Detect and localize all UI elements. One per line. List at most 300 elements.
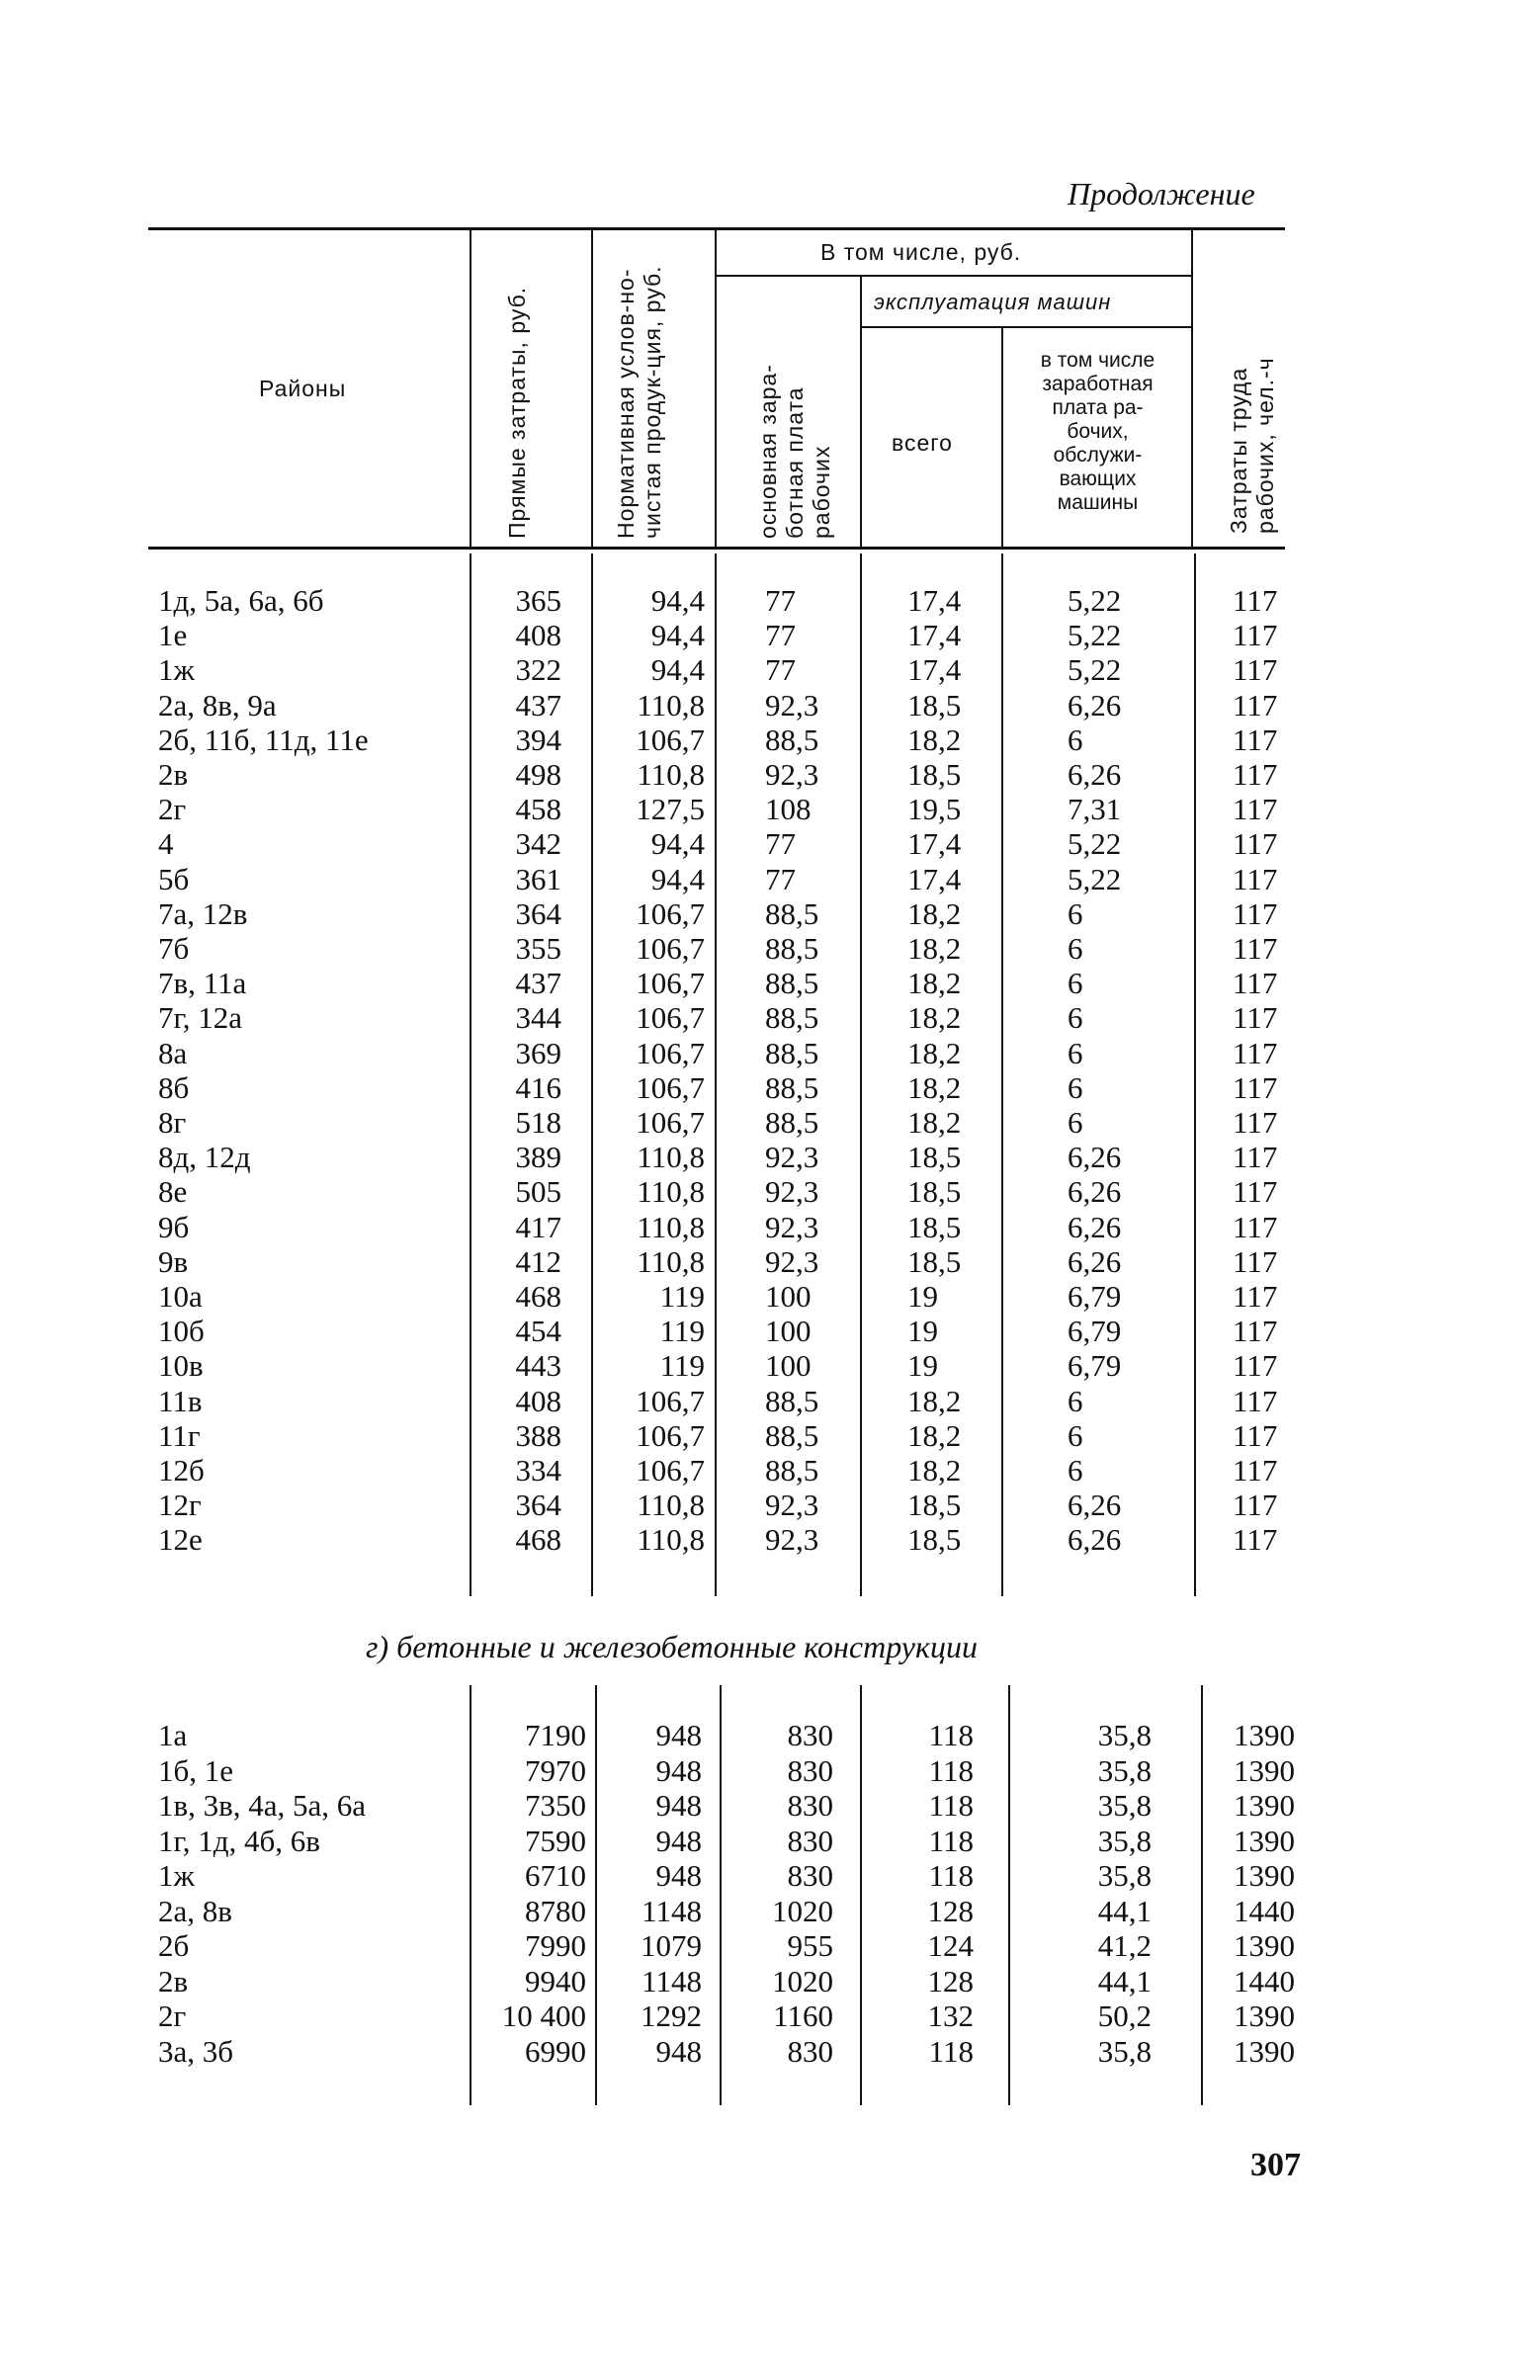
- cell-district: 9в: [158, 1243, 189, 1279]
- cell-direct: 342: [515, 826, 561, 862]
- cell-direct: 454: [515, 1314, 561, 1349]
- cell-labor: 117: [1233, 583, 1278, 618]
- table-row: [0, 1384, 1540, 1418]
- cell-wage: 92,3: [765, 1243, 819, 1279]
- cell-direct: 7590: [525, 1823, 586, 1858]
- cell-total: 17,4: [907, 618, 962, 653]
- table-row: [0, 1788, 1540, 1823]
- cell-mwage: 6,26: [1068, 1140, 1122, 1175]
- cell-mwage: 5,22: [1068, 652, 1122, 688]
- cell-mwage: 6: [1068, 1000, 1083, 1036]
- table-row: [0, 896, 1540, 931]
- cell-total: 17,4: [907, 861, 962, 896]
- cell-labor: 117: [1233, 826, 1278, 862]
- cell-wage: 88,5: [765, 1105, 819, 1140]
- cell-direct: 344: [515, 1000, 561, 1036]
- cell-labor: 117: [1233, 618, 1278, 653]
- cell-total: 18,5: [907, 1209, 962, 1244]
- cell-mwage: 5,22: [1068, 861, 1122, 896]
- table-row: [0, 618, 1540, 652]
- cell-direct: 458: [515, 792, 561, 827]
- cell-labor: 1390: [1234, 1752, 1295, 1788]
- cell-mwage: 6,26: [1068, 757, 1122, 792]
- cell-direct: 408: [515, 1383, 561, 1418]
- cell-labor: 117: [1233, 1417, 1278, 1453]
- cell-wage: 108: [765, 792, 812, 827]
- cell-total: 118: [928, 1752, 974, 1788]
- cell-wage: 88,5: [765, 1000, 819, 1036]
- cell-direct: 437: [515, 966, 561, 1001]
- cell-norm: 948: [655, 1718, 702, 1752]
- cell-labor: 117: [1233, 687, 1278, 722]
- cell-wage: 92,3: [765, 757, 819, 792]
- table-row: [0, 1753, 1540, 1788]
- cell-norm: 94,4: [650, 861, 705, 896]
- cell-norm: 948: [655, 2033, 702, 2069]
- cell-direct: 7970: [525, 1752, 586, 1788]
- cell-norm: 106,7: [636, 1069, 705, 1105]
- cell-mwage: 35,8: [1097, 1788, 1152, 1823]
- cell-wage: 100: [765, 1348, 812, 1384]
- cell-direct: 9940: [525, 1963, 586, 1998]
- cell-wage: 77: [765, 618, 796, 653]
- cell-mwage: 5,22: [1068, 583, 1122, 618]
- table-row: [0, 826, 1540, 861]
- cell-total: 18,5: [907, 687, 962, 722]
- cell-norm: 106,7: [636, 931, 705, 966]
- cell-wage: 955: [787, 1928, 833, 1963]
- table-row: [0, 1522, 1540, 1557]
- cell-labor: 117: [1233, 1488, 1278, 1523]
- cell-total: 18,5: [907, 1522, 962, 1558]
- table-row: [0, 1348, 1540, 1383]
- cell-total: 18,5: [907, 1174, 962, 1210]
- table-row: [0, 966, 1540, 1000]
- cell-wage: 77: [765, 826, 796, 862]
- cell-labor: 117: [1233, 1522, 1278, 1558]
- cell-total: 118: [928, 1858, 974, 1893]
- cell-direct: 355: [515, 931, 561, 966]
- cell-total: 118: [928, 2033, 974, 2069]
- cell-district: 2б, 11б, 11д, 11е: [158, 722, 369, 757]
- cell-mwage: 6,79: [1068, 1348, 1122, 1384]
- cell-total: 118: [928, 1823, 974, 1858]
- cell-total: 18,2: [907, 1417, 962, 1453]
- cell-direct: 369: [515, 1035, 561, 1070]
- header-base-wage: основная зара-ботная плата рабочих: [755, 364, 834, 539]
- header-norm-output: Нормативная услов-но-чистая продук-ция, руб.: [613, 265, 665, 539]
- cell-district: 2г: [158, 792, 187, 827]
- cell-direct: 498: [515, 757, 561, 792]
- cell-district: 10в: [158, 1348, 204, 1384]
- cell-direct: 394: [515, 722, 561, 757]
- cell-mwage: 35,8: [1097, 1718, 1152, 1752]
- header-vline-3: [715, 229, 717, 548]
- cell-labor: 1390: [1234, 2033, 1295, 2069]
- cell-district: 2а, 8в, 9а: [158, 687, 277, 722]
- cell-labor: 1390: [1234, 1858, 1295, 1893]
- cell-mwage: 35,8: [1097, 1858, 1152, 1893]
- cell-mwage: 41,2: [1097, 1928, 1152, 1963]
- header-direct-costs: Прямые затраты, руб.: [504, 286, 530, 539]
- cell-labor: 117: [1233, 1035, 1278, 1070]
- cell-labor: 117: [1233, 1383, 1278, 1418]
- header-vline-1: [470, 229, 471, 548]
- cell-norm: 110,8: [637, 1209, 705, 1244]
- table-row: [0, 1000, 1540, 1035]
- cell-district: 1ж: [158, 1858, 195, 1893]
- cell-mwage: 50,2: [1097, 1998, 1152, 2033]
- header-vline-4: [860, 277, 862, 548]
- cell-mwage: 6: [1068, 895, 1083, 931]
- cell-wage: 100: [765, 1314, 812, 1349]
- cell-total: 19: [907, 1348, 938, 1384]
- cell-wage: 830: [787, 1788, 833, 1823]
- cell-total: 18,2: [907, 1383, 962, 1418]
- cell-labor: 1440: [1234, 1893, 1295, 1928]
- table-row: [0, 2034, 1540, 2069]
- cell-norm: 1148: [642, 1893, 702, 1928]
- cell-district: 2в: [158, 1963, 189, 1998]
- cell-direct: 10 400: [501, 1998, 586, 2033]
- cell-wage: 830: [787, 1823, 833, 1858]
- cell-mwage: 35,8: [1097, 1752, 1152, 1788]
- cell-norm: 127,5: [636, 792, 705, 827]
- cell-total: 19,5: [907, 792, 962, 827]
- table-row: [0, 1928, 1540, 1963]
- cell-wage: 77: [765, 583, 796, 618]
- cell-direct: 416: [515, 1069, 561, 1105]
- cell-direct: 364: [515, 1488, 561, 1523]
- cell-mwage: 6,26: [1068, 1522, 1122, 1558]
- cell-labor: 1390: [1234, 1998, 1295, 2033]
- cell-district: 3а, 3б: [158, 2033, 234, 2069]
- cell-mwage: 6: [1068, 722, 1083, 757]
- cell-mwage: 6: [1068, 1035, 1083, 1070]
- cell-labor: 117: [1233, 652, 1278, 688]
- cell-total: 18,5: [907, 757, 962, 792]
- cell-labor: 117: [1233, 1453, 1278, 1488]
- cell-total: 128: [927, 1893, 974, 1928]
- cell-norm: 119: [659, 1279, 705, 1314]
- table-row: [0, 1210, 1540, 1244]
- table-row: [0, 1244, 1540, 1279]
- cell-direct: 505: [515, 1174, 561, 1210]
- table-row: [0, 1824, 1540, 1858]
- cell-district: 11в: [158, 1383, 203, 1418]
- cell-norm: 106,7: [636, 1035, 705, 1070]
- cell-direct: 518: [515, 1105, 561, 1140]
- cell-district: 12г: [158, 1488, 202, 1523]
- cell-wage: 830: [787, 2033, 833, 2069]
- cell-labor: 117: [1233, 931, 1278, 966]
- cell-district: 1д, 5а, 6а, 6б: [158, 583, 324, 618]
- cell-wage: 830: [787, 1718, 833, 1752]
- header-district: Районы: [259, 376, 347, 401]
- cell-wage: 92,3: [765, 1140, 819, 1175]
- cell-district: 7г, 12а: [158, 1000, 242, 1036]
- cell-total: 128: [927, 1963, 974, 1998]
- header-incl-rub: В том числе, руб.: [820, 239, 1022, 265]
- cell-direct: 412: [515, 1243, 561, 1279]
- header-incl-wage-l6: вающих: [1059, 468, 1137, 490]
- cell-mwage: 44,1: [1097, 1963, 1152, 1998]
- cell-labor: 117: [1233, 895, 1278, 931]
- table-row: [0, 1858, 1540, 1893]
- table-row: [0, 722, 1540, 757]
- cell-district: 9б: [158, 1209, 190, 1244]
- cell-norm: 106,7: [636, 722, 705, 757]
- cell-labor: 117: [1233, 1314, 1278, 1349]
- cell-mwage: 5,22: [1068, 826, 1122, 862]
- cell-norm: 110,8: [637, 1174, 705, 1210]
- cell-norm: 1148: [642, 1963, 702, 1998]
- cell-mwage: 44,1: [1097, 1893, 1152, 1928]
- cell-district: 1г, 1д, 4б, 6в: [158, 1823, 320, 1858]
- cell-mwage: 6: [1068, 1417, 1083, 1453]
- cell-wage: 92,3: [765, 1488, 819, 1523]
- table-row: [0, 757, 1540, 792]
- cell-total: 18,5: [907, 1243, 962, 1279]
- cell-wage: 77: [765, 652, 796, 688]
- cell-wage: 92,3: [765, 1174, 819, 1210]
- cell-direct: 7190: [525, 1718, 586, 1752]
- cell-norm: 106,7: [636, 895, 705, 931]
- header-incl-wage-l1: в том числе: [1040, 349, 1155, 372]
- cell-norm: 106,7: [636, 966, 705, 1001]
- cell-direct: 417: [515, 1209, 561, 1244]
- cell-labor: 1390: [1234, 1718, 1295, 1752]
- cell-total: 17,4: [907, 826, 962, 862]
- cell-mwage: 6: [1068, 1453, 1083, 1488]
- cell-district: 8г: [158, 1105, 187, 1140]
- cell-district: 8а: [158, 1035, 188, 1070]
- table-row: [0, 1418, 1540, 1453]
- cell-norm: 110,8: [637, 757, 705, 792]
- cell-wage: 88,5: [765, 1453, 819, 1488]
- cell-wage: 88,5: [765, 895, 819, 931]
- cell-wage: 830: [787, 1858, 833, 1893]
- section-d-title: г) бетонные и железобетонные конструкции: [366, 1629, 978, 1664]
- table-row: [0, 1488, 1540, 1522]
- cell-mwage: 6,79: [1068, 1314, 1122, 1349]
- cell-labor: 117: [1233, 1069, 1278, 1105]
- cell-direct: 361: [515, 861, 561, 896]
- cell-total: 17,4: [907, 652, 962, 688]
- cell-total: 19: [907, 1279, 938, 1314]
- cell-labor: 117: [1233, 861, 1278, 896]
- cell-wage: 1020: [772, 1893, 833, 1928]
- header-incl-wage-l7: машины: [1057, 491, 1139, 514]
- cell-labor: 1390: [1234, 1788, 1295, 1823]
- cell-district: 12б: [158, 1453, 205, 1488]
- cell-norm: 119: [659, 1348, 705, 1384]
- table-row: [0, 1279, 1540, 1314]
- cell-labor: 1390: [1234, 1928, 1295, 1963]
- cell-norm: 110,8: [637, 1488, 705, 1523]
- cell-labor: 1390: [1234, 1823, 1295, 1858]
- header-vline-2: [591, 229, 593, 548]
- cell-mwage: 6: [1068, 966, 1083, 1001]
- table-row: [0, 862, 1540, 896]
- cell-total: 18,2: [907, 1000, 962, 1036]
- table-row: [0, 583, 1540, 618]
- cell-district: 11г: [158, 1417, 201, 1453]
- header-labor: Затраты труда рабочих, чел.-ч: [1226, 357, 1278, 534]
- header-bottom-rule: [148, 547, 1285, 550]
- cell-wage: 88,5: [765, 931, 819, 966]
- table-row: [0, 1998, 1540, 2033]
- cell-direct: 388: [515, 1417, 561, 1453]
- header-incl-wage-l4: бочих,: [1067, 420, 1129, 443]
- cell-norm: 110,8: [637, 687, 705, 722]
- cell-total: 124: [927, 1928, 974, 1963]
- cell-labor: 117: [1233, 1209, 1278, 1244]
- table-row: [0, 1314, 1540, 1348]
- cell-district: 1б, 1е: [158, 1752, 234, 1788]
- cell-wage: 88,5: [765, 1035, 819, 1070]
- table-row: [0, 688, 1540, 722]
- cell-direct: 7990: [525, 1928, 586, 1963]
- cell-total: 18,2: [907, 966, 962, 1001]
- cell-wage: 1020: [772, 1963, 833, 1998]
- cell-district: 10а: [158, 1279, 203, 1314]
- cell-district: 12е: [158, 1522, 203, 1558]
- cell-wage: 88,5: [765, 722, 819, 757]
- cell-direct: 364: [515, 895, 561, 931]
- cell-district: 2а, 8в: [158, 1893, 232, 1928]
- cell-mwage: 5,22: [1068, 618, 1122, 653]
- cell-total: 18,2: [907, 1035, 962, 1070]
- cell-norm: 106,7: [636, 1453, 705, 1488]
- cell-labor: 117: [1233, 1140, 1278, 1175]
- cell-labor: 117: [1233, 757, 1278, 792]
- cell-mwage: 6,26: [1068, 1174, 1122, 1210]
- cell-district: 8д, 12д: [158, 1140, 251, 1175]
- cell-wage: 77: [765, 861, 796, 896]
- cell-norm: 94,4: [650, 652, 705, 688]
- incl-rub-underline: [717, 275, 1191, 277]
- cell-direct: 389: [515, 1140, 561, 1175]
- cell-labor: 117: [1233, 1174, 1278, 1210]
- cell-norm: 110,8: [637, 1522, 705, 1558]
- cell-wage: 88,5: [765, 966, 819, 1001]
- header-incl-wage-l2: заработная: [1042, 373, 1154, 395]
- page-number: 307: [1250, 2147, 1301, 2183]
- cell-norm: 94,4: [650, 826, 705, 862]
- cell-norm: 94,4: [650, 618, 705, 653]
- cell-total: 118: [928, 1718, 974, 1752]
- cell-mwage: 6,26: [1068, 1243, 1122, 1279]
- cell-district: 2г: [158, 1998, 187, 2033]
- cell-total: 118: [928, 1788, 974, 1823]
- cell-mwage: 6: [1068, 1069, 1083, 1105]
- cell-mwage: 6: [1068, 931, 1083, 966]
- cell-norm: 106,7: [636, 1105, 705, 1140]
- header-top-rule: [148, 227, 1285, 230]
- cell-wage: 88,5: [765, 1069, 819, 1105]
- cell-total: 18,5: [907, 1488, 962, 1523]
- table-row: [0, 1453, 1540, 1488]
- cell-norm: 948: [655, 1858, 702, 1893]
- cell-district: 2в: [158, 757, 189, 792]
- cell-norm: 948: [655, 1823, 702, 1858]
- cell-district: 7в, 11а: [158, 966, 247, 1001]
- cell-mwage: 6: [1068, 1383, 1083, 1418]
- table-row: [0, 1036, 1540, 1070]
- cell-district: 8б: [158, 1069, 190, 1105]
- cell-labor: 117: [1233, 1348, 1278, 1384]
- cell-norm: 106,7: [636, 1417, 705, 1453]
- header-incl-wage-l3: плата ра-: [1052, 396, 1144, 419]
- cell-wage: 92,3: [765, 1522, 819, 1558]
- cell-total: 17,4: [907, 583, 962, 618]
- cell-norm: 1079: [641, 1928, 702, 1963]
- header-total: всего: [892, 430, 953, 456]
- cell-direct: 365: [515, 583, 561, 618]
- cell-labor: 117: [1233, 1000, 1278, 1036]
- table-row: [0, 1718, 1540, 1752]
- cell-district: 1е: [158, 618, 188, 653]
- cell-norm: 110,8: [637, 1140, 705, 1175]
- cell-norm: 106,7: [636, 1383, 705, 1418]
- cell-labor: 117: [1233, 792, 1278, 827]
- cell-district: 4: [158, 826, 174, 862]
- cell-district: 2б: [158, 1928, 190, 1963]
- continuation-label: Продолжение: [1068, 176, 1255, 212]
- header-vline-5: [1001, 328, 1003, 548]
- cell-district: 1а: [158, 1718, 188, 1752]
- cell-labor: 117: [1233, 966, 1278, 1001]
- cell-direct: 8780: [525, 1893, 586, 1928]
- cell-wage: 1160: [773, 1998, 833, 2033]
- table-row: [0, 1964, 1540, 1998]
- table-row: [0, 1894, 1540, 1928]
- cell-mwage: 6: [1068, 1105, 1083, 1140]
- cell-total: 132: [927, 1998, 974, 2033]
- cell-mwage: 6,26: [1068, 687, 1122, 722]
- cell-labor: 117: [1233, 722, 1278, 757]
- cell-direct: 468: [515, 1279, 561, 1314]
- cell-direct: 468: [515, 1522, 561, 1558]
- header-incl-wage-l5: обслужи-: [1053, 444, 1143, 467]
- cell-total: 18,2: [907, 1105, 962, 1140]
- cell-labor: 1440: [1234, 1963, 1295, 1998]
- cell-direct: 6710: [525, 1858, 586, 1893]
- cell-total: 18,2: [907, 931, 962, 966]
- cell-norm: 948: [655, 1788, 702, 1823]
- cell-district: 7а, 12в: [158, 895, 248, 931]
- cell-wage: 92,3: [765, 1209, 819, 1244]
- cell-district: 7б: [158, 931, 190, 966]
- cell-wage: 100: [765, 1279, 812, 1314]
- cell-labor: 117: [1233, 1243, 1278, 1279]
- cell-mwage: 7,31: [1068, 792, 1122, 827]
- cell-direct: 437: [515, 687, 561, 722]
- cell-direct: 408: [515, 618, 561, 653]
- cell-direct: 6990: [525, 2033, 586, 2069]
- cell-direct: 334: [515, 1453, 561, 1488]
- cell-labor: 117: [1233, 1279, 1278, 1314]
- cell-norm: 106,7: [636, 1000, 705, 1036]
- cell-total: 18,2: [907, 722, 962, 757]
- cell-norm: 948: [655, 1752, 702, 1788]
- cell-mwage: 6,79: [1068, 1279, 1122, 1314]
- cell-total: 19: [907, 1314, 938, 1349]
- cell-mwage: 6,26: [1068, 1488, 1122, 1523]
- cell-mwage: 35,8: [1097, 2033, 1152, 2069]
- cell-norm: 110,8: [637, 1243, 705, 1279]
